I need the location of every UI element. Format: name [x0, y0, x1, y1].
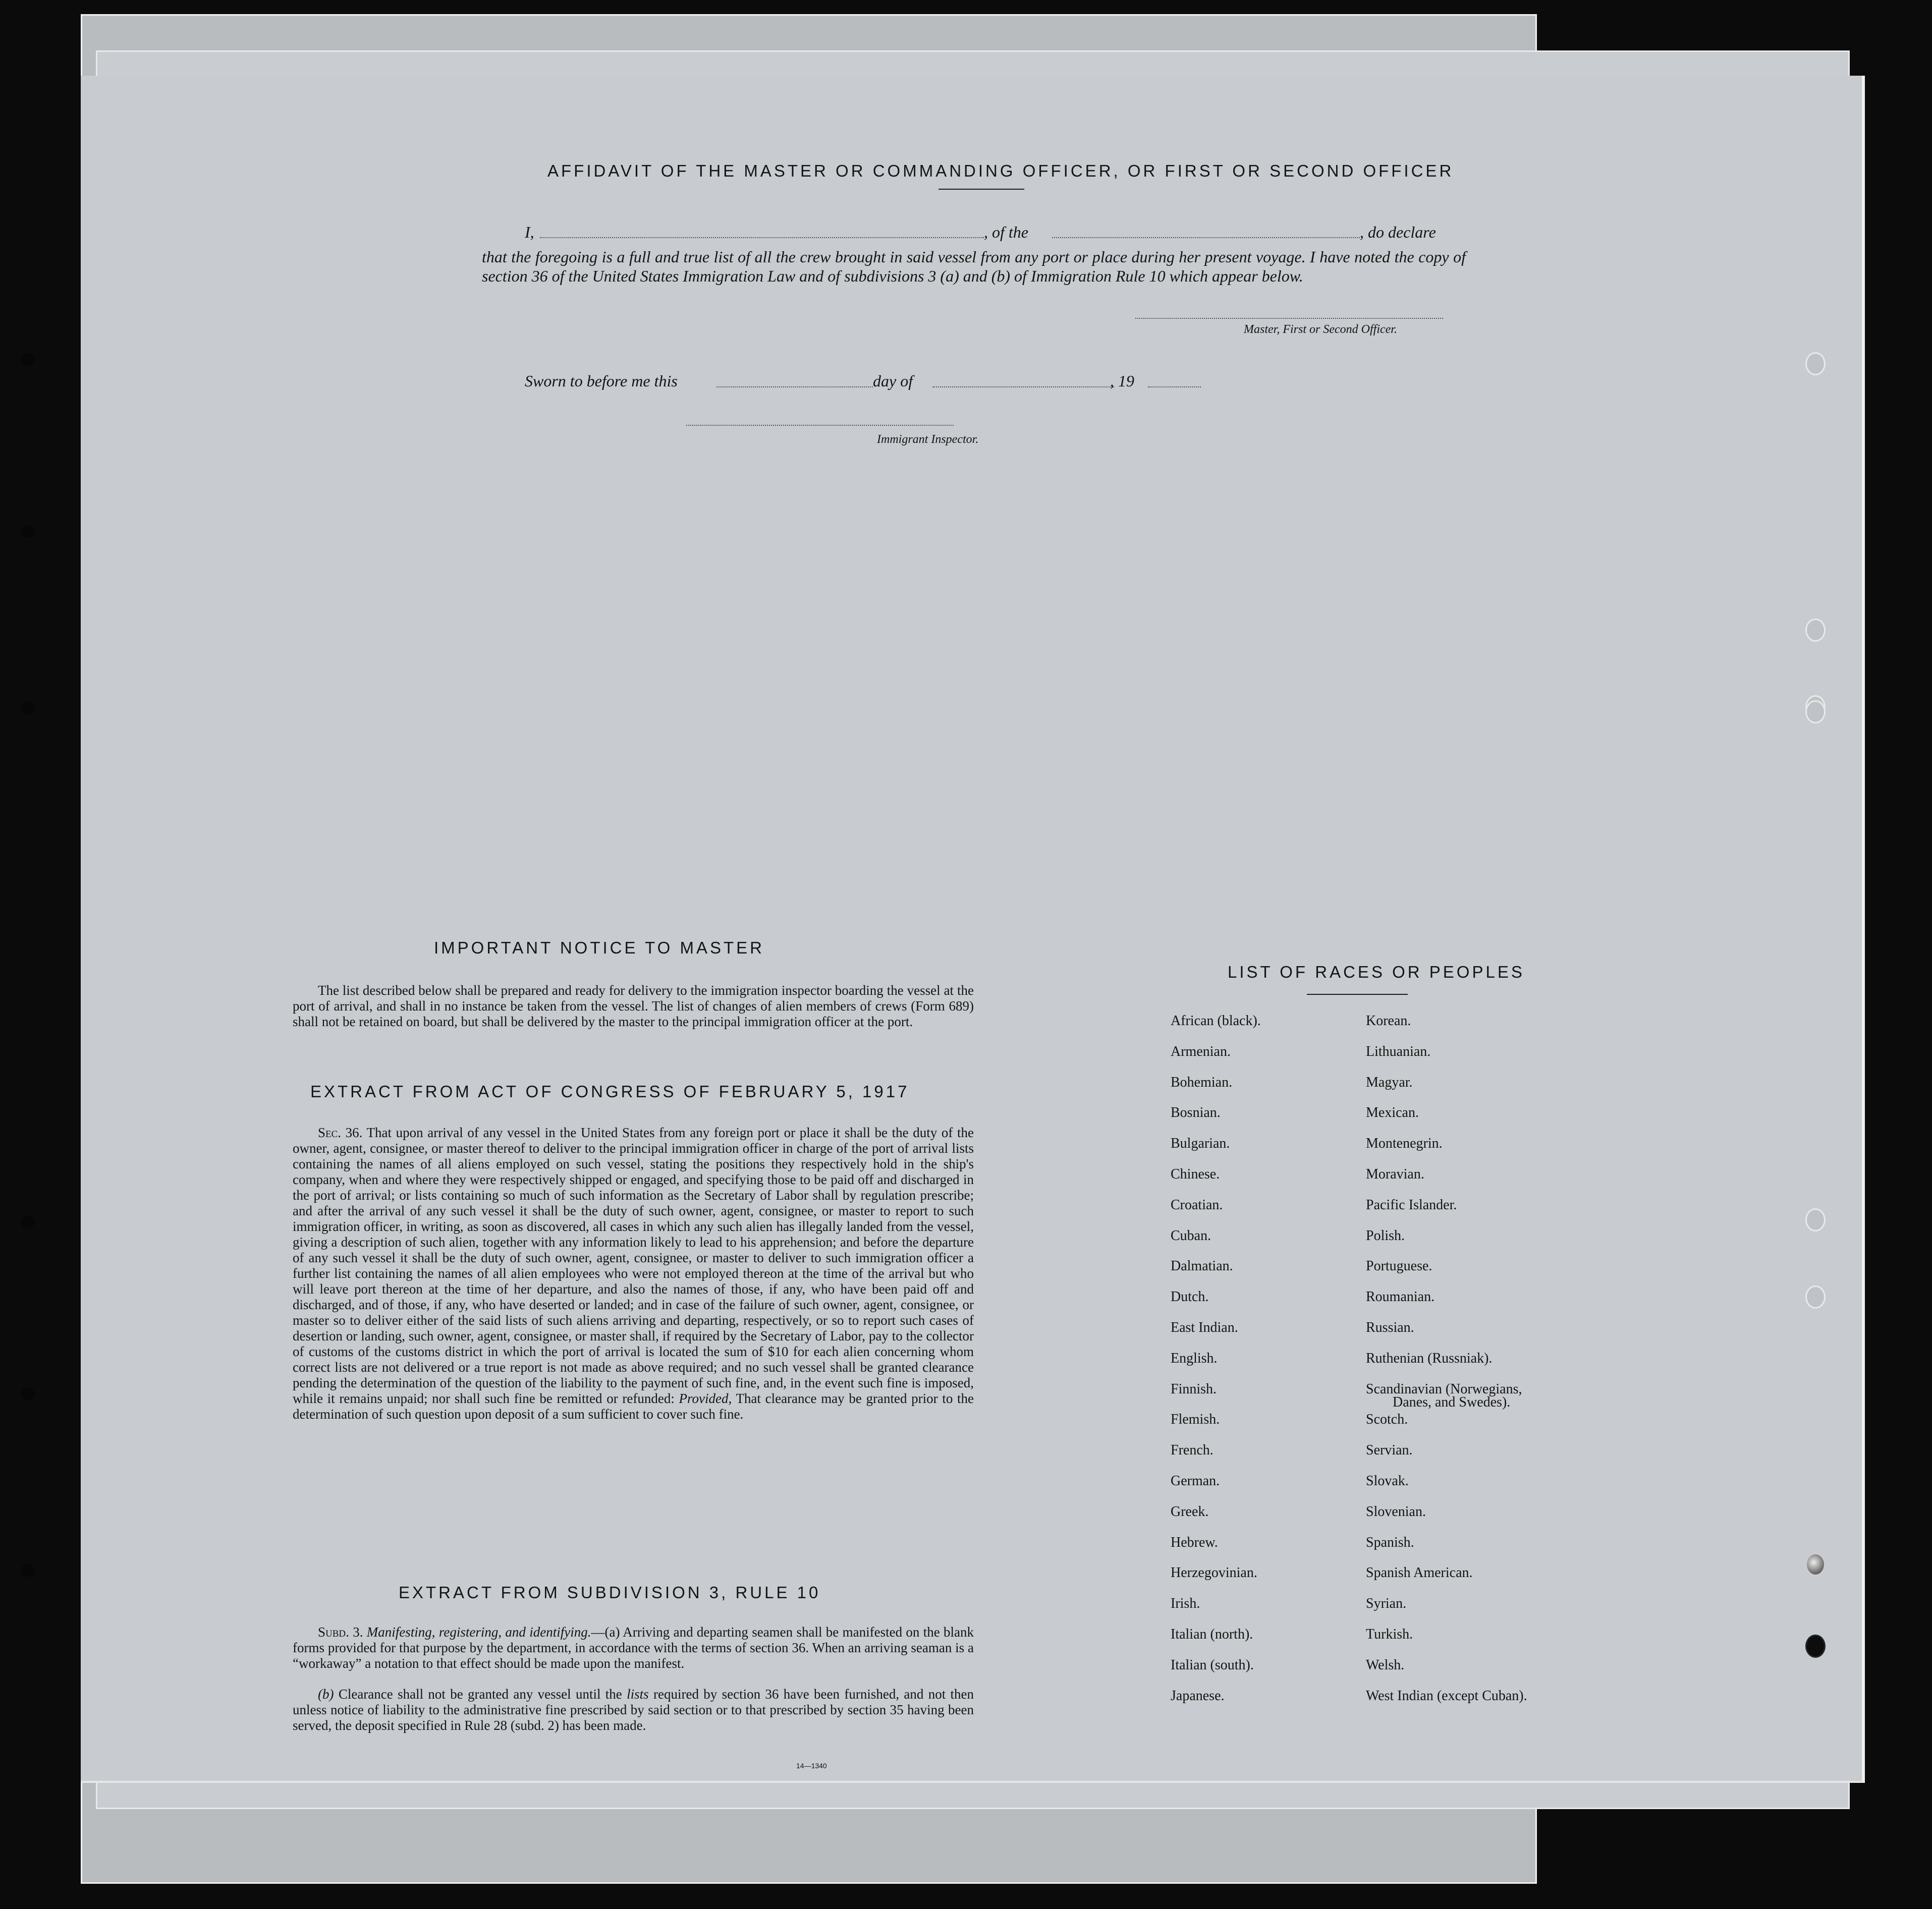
- race-item: Russian.: [1366, 1320, 1414, 1335]
- race-item: Pacific Islander.: [1366, 1197, 1457, 1213]
- race-item: Ruthenian (Russniak).: [1366, 1350, 1493, 1366]
- ring-hole: [1805, 352, 1826, 375]
- race-item: African (black).: [1171, 1013, 1261, 1029]
- race-item: Bohemian.: [1171, 1074, 1233, 1090]
- binding-hole: [21, 525, 34, 538]
- race-item: Syrian.: [1366, 1596, 1407, 1612]
- act-extract-title: EXTRACT FROM ACT OF CONGRESS OF FEBRUARY 5, 1917: [310, 1082, 910, 1101]
- sworn-label: Sworn to before me this: [525, 372, 678, 390]
- ring-hole: [1805, 1285, 1826, 1309]
- race-item: Dutch.: [1171, 1289, 1209, 1305]
- race-item: Polish.: [1366, 1227, 1405, 1244]
- race-item: Herzegovinian.: [1171, 1565, 1257, 1581]
- race-item: Magyar.: [1366, 1074, 1413, 1090]
- race-item: Scandinavian (Norwegians,: [1366, 1381, 1522, 1397]
- race-item: Scotch.: [1366, 1412, 1408, 1428]
- race-item: Italian (south).: [1171, 1657, 1254, 1673]
- ring-hole: [1805, 1553, 1826, 1576]
- race-item: Bosnian.: [1171, 1105, 1221, 1121]
- race-item: German.: [1171, 1473, 1220, 1489]
- race-item: English.: [1171, 1350, 1218, 1366]
- race-item: Italian (north).: [1171, 1626, 1253, 1642]
- master-signature-label: Master, First or Second Officer.: [1244, 323, 1397, 336]
- race-item: Dalmatian.: [1171, 1258, 1233, 1274]
- para-b-text-2: required by section 36 have been furnished, and not then unless notice of liability to the administrative fine prescribed by said section or to that prescribed by section 35 having been served, the deposit specified in Rule 28 (subd. 2) has been made.: [293, 1687, 974, 1733]
- race-item: Spanish American.: [1366, 1565, 1473, 1581]
- sworn-day-field-line: [716, 385, 873, 387]
- para-a-mark: —(a): [591, 1624, 620, 1640]
- race-item: Montenegrin.: [1366, 1136, 1443, 1152]
- inspector-signature-label: Immigrant Inspector.: [877, 433, 979, 446]
- race-item: Irish.: [1171, 1596, 1200, 1612]
- binding-hole: [21, 1564, 34, 1577]
- section-36-proviso: That clearance may be granted prior to the determination of such question upon deposit of a sum sufficient to cover such fine.: [293, 1391, 974, 1422]
- para-a-text: Arriving and departing seamen shall be manifested on the blank forms provided for that purpose by the department, in accordance with the terms of section 36. When an arriving seaman is a “workaway” a notation to that effect should be made upon the manifest.: [293, 1624, 974, 1671]
- races-title-underline: [1307, 994, 1408, 995]
- subd-heading: Manifesting, registering, and identifying.: [366, 1624, 591, 1640]
- section-36-body: That upon arrival of any vessel in the United States from any foreign port or place it shall be the duty of the owner, agent, consignee, or master thereof to deliver to the principal immigration officer in charge of the port of arrival lists containing the names of all aliens employed on such vessel, stating the positions they respectively hold in the ship's company, when and where they were respectively shipped or engaged, and specifying those to be paid off and discharged in the port of arrival; or lists containing so much of such information as the Secretary of Labor shall by regulation prescribe; and after the arrival of any such vessel it shall be the duty of such owner, agent, consignee, or master to report to such immigration officer, in writing, as soon as discovered, all cases in which any such alien has illegally landed from the vessel, giving a description of such alien, together with any information likely to lead to his apprehension; and before the departure of any such vessel it shall be the duty of such owner, agent, consignee, or master to deliver to such immigration officer a further list containing the names of all alien employees who were not employed thereon at the time of the arrival but who will leave port thereon at the time of her departure, and also the names of those, if any, who have been paid off and discharged, and of those, if any, who have deserted or landed; and in case of the failure of such owner, agent, consignee, or master so to deliver either of the said lists of such aliens arriving and departing, respectively, or so to report such cases of desertion or landing, such owner, agent, consignee, or master shall, if required by the Secretary of Labor, pay to the collector of customs of the customs district in which the port of arrival is located the sum of $10 for each alien concerning whom correct lists are not delivered or a true report is not made as above required; and no such vessel shall be granted clearance pending the determination of the question of the liability to the payment of such fine, and, in the event such fine is imposed, while it remains unpaid; nor shall such fine be remitted or refunded:: [293, 1125, 974, 1406]
- binding-hole: [21, 1387, 34, 1400]
- race-item: Chinese.: [1171, 1166, 1220, 1182]
- race-item: Flemish.: [1171, 1412, 1220, 1428]
- affidavit-of-the-label: , of the: [984, 223, 1028, 241]
- ring-hole: [1805, 1635, 1826, 1658]
- race-item: Bulgarian.: [1171, 1136, 1230, 1152]
- binding-hole: [21, 1216, 34, 1229]
- section-label: Sec. 36.: [318, 1125, 363, 1140]
- manifest-page: [81, 76, 1865, 1783]
- race-item: Croatian.: [1171, 1197, 1223, 1213]
- race-item: Spanish.: [1366, 1534, 1414, 1550]
- races-title: LIST OF RACES OR PEOPLES: [1228, 963, 1525, 981]
- race-item: Japanese.: [1171, 1688, 1225, 1704]
- title-underline: [939, 189, 1024, 190]
- affidavit-i-label: I,: [525, 223, 534, 241]
- month-field-line: [932, 385, 1114, 387]
- race-item: Moravian.: [1366, 1166, 1424, 1182]
- para-b-mark: (b): [318, 1687, 334, 1702]
- ring-hole: [1805, 1208, 1826, 1231]
- affidavit-title: AFFIDAVIT OF THE MASTER OR COMMANDING OFFICER, OR FIRST OR SECOND OFFICER: [547, 161, 1454, 180]
- race-item: Hebrew.: [1171, 1534, 1218, 1550]
- master-signature-line: [1135, 317, 1443, 319]
- race-item: Servian.: [1366, 1442, 1413, 1458]
- race-item: Mexican.: [1366, 1105, 1419, 1121]
- race-item: Turkish.: [1366, 1626, 1413, 1642]
- form-number: 14—1340: [796, 1762, 827, 1770]
- year-field-line: [1148, 385, 1201, 387]
- binding-hole: [21, 701, 34, 714]
- provided-word: Provided,: [679, 1391, 732, 1406]
- ring-hole: [1805, 619, 1826, 642]
- race-item: East Indian.: [1171, 1320, 1238, 1335]
- race-item-continuation: Danes, and Swedes).: [1393, 1394, 1511, 1410]
- subdivision-3b-text: [293, 1687, 974, 1733]
- inspector-signature-line: [686, 424, 954, 426]
- subdivision-3a-text: [293, 1624, 974, 1671]
- race-item: Welsh.: [1366, 1657, 1405, 1673]
- ring-hole: [1805, 700, 1826, 723]
- race-item: French.: [1171, 1442, 1213, 1458]
- race-item: Roumanian.: [1366, 1289, 1435, 1305]
- notice-title: IMPORTANT NOTICE TO MASTER: [434, 938, 765, 957]
- binding-hole: [21, 353, 34, 366]
- vessel-field-line: [1052, 236, 1360, 238]
- race-item: Portuguese.: [1366, 1258, 1432, 1274]
- year-label: , 19: [1110, 372, 1134, 390]
- section-36-text: [293, 1125, 974, 1422]
- subd-label: Subd. 3.: [318, 1624, 363, 1640]
- affidavit-declare-label: , do declare: [1360, 223, 1436, 241]
- para-b-lists: lists: [627, 1687, 649, 1702]
- affidavit-body: that the foregoing is a full and true list of all the crew brought in said vessel from any port or place during her present voyage. I have noted the copy of section 36 of the United States Immigration Law and of subdivisions 3 (a) and (b) of Immigration Rule 10 which appear below.: [482, 248, 1466, 285]
- race-item: Slovak.: [1366, 1473, 1409, 1489]
- race-item: Armenian.: [1171, 1043, 1231, 1059]
- race-item: Cuban.: [1171, 1227, 1211, 1244]
- rule-extract-title: EXTRACT FROM SUBDIVISION 3, RULE 10: [399, 1583, 821, 1602]
- notice-text: The list described below shall be prepared and ready for delivery to the immigration inspector boarding the vessel at the port of arrival, and shall in no instance be taken from the vessel. The list of changes of alien members of crews (Form 689) shall not be retained on board, but shall be delivered by the master to the principal immigration officer at the port.: [293, 983, 974, 1029]
- name-field-line: [540, 236, 984, 238]
- race-item: Korean.: [1366, 1013, 1411, 1029]
- para-b-text-1: Clearance shall not be granted any vessel until the: [338, 1687, 622, 1702]
- race-item: Slovenian.: [1366, 1503, 1426, 1520]
- race-item: Greek.: [1171, 1503, 1209, 1520]
- race-item: West Indian (except Cuban).: [1366, 1688, 1527, 1704]
- race-item: Lithuanian.: [1366, 1043, 1431, 1059]
- day-of-label: day of: [873, 372, 913, 390]
- race-item: Finnish.: [1171, 1381, 1217, 1397]
